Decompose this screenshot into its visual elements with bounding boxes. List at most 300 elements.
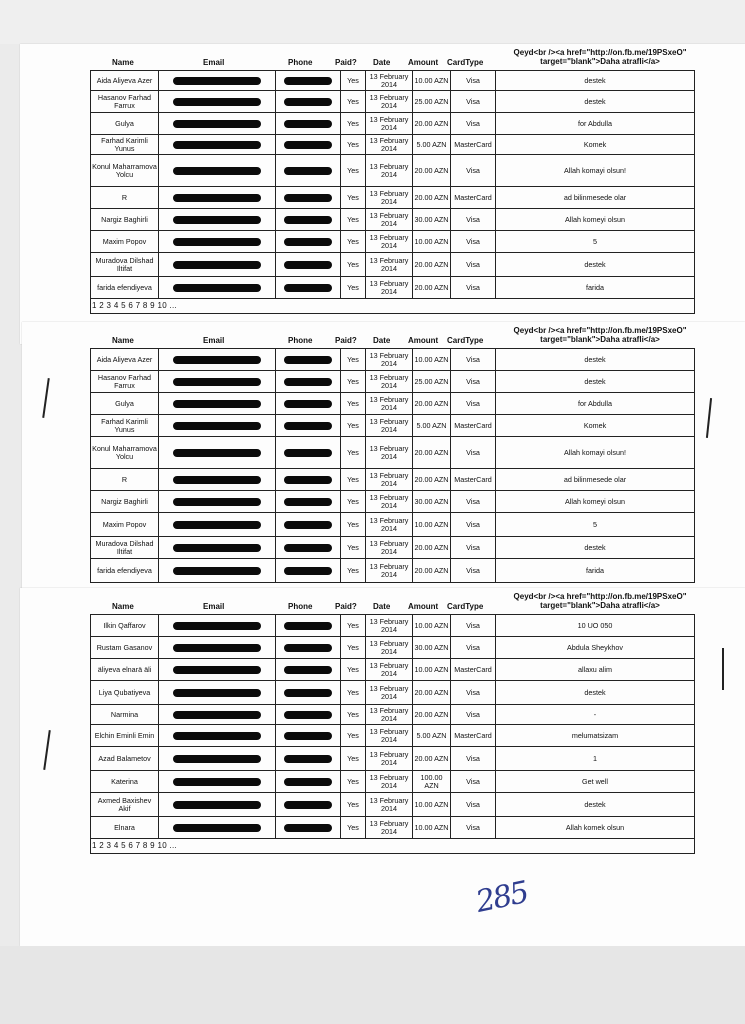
donations-table: [90, 70, 695, 314]
cell-card: Visa: [451, 771, 496, 793]
cell-email-redacted: [159, 155, 276, 187]
redaction-bar: [173, 498, 261, 506]
redaction-bar: [173, 567, 261, 575]
redaction-bar: [173, 194, 261, 202]
cell-paid: Yes: [341, 725, 366, 747]
redaction-bar: [173, 167, 261, 175]
redaction-bar: [173, 400, 261, 408]
cell-name: Muradova Dilshad Iltifat: [91, 537, 159, 559]
redaction-bar: [173, 238, 261, 246]
table-row: [91, 437, 695, 469]
cell-name: Maxim Popov: [91, 513, 159, 537]
cell-email-redacted: [159, 559, 276, 583]
redaction-bar: [284, 378, 332, 386]
cell-card: Visa: [451, 437, 496, 469]
redaction-bar: [173, 120, 261, 128]
cell-email-redacted: [159, 91, 276, 113]
cell-note: Abdula Sheykhov: [496, 637, 695, 659]
cell-amount: 10.00 AZN: [413, 231, 451, 253]
cell-note: allaxu alim: [496, 659, 695, 681]
cell-amount: 20.00 AZN: [413, 187, 451, 209]
cell-name: Aida Aliyeva Azer: [91, 349, 159, 371]
cell-amount: 20.00 AZN: [413, 537, 451, 559]
cell-phone-redacted: [276, 113, 341, 135]
cell-card: Visa: [451, 371, 496, 393]
table-row: [91, 277, 695, 299]
cell-phone-redacted: [276, 681, 341, 705]
cell-date: 13 February 2014: [366, 637, 413, 659]
cell-amount: 10.00 AZN: [413, 513, 451, 537]
cell-name: Gulya: [91, 113, 159, 135]
cell-amount: 20.00 AZN: [413, 559, 451, 583]
cell-email-redacted: [159, 437, 276, 469]
redaction-bar: [284, 644, 332, 652]
cell-phone-redacted: [276, 771, 341, 793]
cell-paid: Yes: [341, 637, 366, 659]
cell-note: -: [496, 705, 695, 725]
table-row: [91, 725, 695, 747]
cell-paid: Yes: [341, 705, 366, 725]
cell-card: Visa: [451, 349, 496, 371]
cell-note: melumatsizam: [496, 725, 695, 747]
cell-name: Maxim Popov: [91, 231, 159, 253]
cell-card: Visa: [451, 513, 496, 537]
cell-date: 13 February 2014: [366, 349, 413, 371]
cell-name: Konul Maharramova Yolcu: [91, 437, 159, 469]
column-header-note: Qeyd<br /><a href="http://on.fb.me/19PSxeO" target="blank">Daha atrafli</a>: [513, 326, 687, 344]
cell-card: Visa: [451, 155, 496, 187]
cell-date: 13 February 2014: [366, 231, 413, 253]
redaction-bar: [284, 261, 332, 269]
cell-date: 13 February 2014: [366, 559, 413, 583]
cell-amount: 5.00 AZN: [413, 135, 451, 155]
cell-note: ad bilinmesede olar: [496, 469, 695, 491]
cell-email-redacted: [159, 681, 276, 705]
cell-date: 13 February 2014: [366, 491, 413, 513]
table-row: [91, 681, 695, 705]
redaction-bar: [284, 666, 332, 674]
cell-email-redacted: [159, 771, 276, 793]
cell-name: Nargiz Baghirli: [91, 209, 159, 231]
cell-phone-redacted: [276, 793, 341, 817]
cell-card: Visa: [451, 817, 496, 839]
cell-email-redacted: [159, 469, 276, 491]
cell-paid: Yes: [341, 349, 366, 371]
cell-card: MasterCard: [451, 659, 496, 681]
table-row: [91, 231, 695, 253]
cell-email-redacted: [159, 371, 276, 393]
cell-phone-redacted: [276, 747, 341, 771]
donations-table: [90, 614, 695, 854]
cell-email-redacted: [159, 615, 276, 637]
redaction-bar: [284, 98, 332, 106]
cell-name: Elchin Eminli Emin: [91, 725, 159, 747]
column-header-card-type: CardType: [447, 58, 484, 67]
cell-note: destek: [496, 71, 695, 91]
cell-date: 13 February 2014: [366, 393, 413, 415]
cell-phone-redacted: [276, 155, 341, 187]
cell-phone-redacted: [276, 231, 341, 253]
cell-paid: Yes: [341, 209, 366, 231]
cell-paid: Yes: [341, 231, 366, 253]
cell-phone-redacted: [276, 209, 341, 231]
cell-phone-redacted: [276, 559, 341, 583]
pagination-links[interactable]: 1 2 3 4 5 6 7 8 9 10 ...: [92, 301, 178, 310]
cell-paid: Yes: [341, 537, 366, 559]
cell-amount: 20.00 AZN: [413, 705, 451, 725]
column-header-paid: Paid?: [335, 336, 357, 345]
cell-date: 13 February 2014: [366, 113, 413, 135]
redaction-bar: [173, 644, 261, 652]
cell-email-redacted: [159, 747, 276, 771]
redaction-bar: [173, 711, 261, 719]
table-header: [90, 592, 710, 614]
cell-card: Visa: [451, 113, 496, 135]
cell-name: R: [91, 187, 159, 209]
cell-email-redacted: [159, 187, 276, 209]
cell-note: 5: [496, 231, 695, 253]
cell-date: 13 February 2014: [366, 155, 413, 187]
column-header-amount: Amount: [408, 602, 439, 611]
redaction-bar: [284, 732, 332, 740]
redaction-bar: [173, 449, 261, 457]
scan-margin-top: [0, 0, 745, 44]
cell-paid: Yes: [341, 253, 366, 277]
redaction-bar: [173, 98, 261, 106]
cell-name: Farhad Karimli Yunus: [91, 135, 159, 155]
cell-name: R: [91, 469, 159, 491]
cell-amount: 10.00 AZN: [413, 659, 451, 681]
cell-amount: 20.00 AZN: [413, 747, 451, 771]
redaction-bar: [284, 544, 332, 552]
cell-date: 13 February 2014: [366, 513, 413, 537]
cell-note: Allah komek olsun: [496, 817, 695, 839]
cell-date: 13 February 2014: [366, 469, 413, 491]
cell-phone-redacted: [276, 393, 341, 415]
pagination-links[interactable]: 1 2 3 4 5 6 7 8 9 10 ...: [92, 841, 178, 850]
cell-card: Visa: [451, 615, 496, 637]
cell-phone-redacted: [276, 705, 341, 725]
cell-amount: 20.00 AZN: [413, 253, 451, 277]
redaction-bar: [284, 356, 332, 364]
cell-paid: Yes: [341, 771, 366, 793]
cell-note: Allah komayi olsun!: [496, 437, 695, 469]
cell-amount: 20.00 AZN: [413, 469, 451, 491]
redaction-bar: [284, 521, 332, 529]
cell-email-redacted: [159, 513, 276, 537]
cell-note: 10 UO 050: [496, 615, 695, 637]
table-row: [91, 559, 695, 583]
table-row: [91, 513, 695, 537]
cell-paid: Yes: [341, 393, 366, 415]
table-row: [91, 817, 695, 839]
cell-name: Rustam Gasanov: [91, 637, 159, 659]
pen-mark: [722, 648, 724, 690]
cell-phone-redacted: [276, 637, 341, 659]
cell-email-redacted: [159, 415, 276, 437]
table-header: [90, 326, 710, 348]
cell-phone-redacted: [276, 187, 341, 209]
cell-date: 13 February 2014: [366, 209, 413, 231]
cell-date: 13 February 2014: [366, 747, 413, 771]
cell-name: Azad Balametov: [91, 747, 159, 771]
cell-note: 1: [496, 747, 695, 771]
table-row: [91, 469, 695, 491]
table-row: [91, 793, 695, 817]
cell-date: 13 February 2014: [366, 135, 413, 155]
cell-paid: Yes: [341, 615, 366, 637]
table-row: [91, 155, 695, 187]
column-header-note: Qeyd<br /><a href="http://on.fb.me/19PSxeO" target="blank">Daha atrafli</a>: [513, 48, 687, 66]
cell-amount: 30.00 AZN: [413, 209, 451, 231]
cell-paid: Yes: [341, 659, 366, 681]
column-header-amount: Amount: [408, 336, 439, 345]
cell-paid: Yes: [341, 113, 366, 135]
cell-phone-redacted: [276, 91, 341, 113]
cell-note: ad bilinmesede olar: [496, 187, 695, 209]
cell-card: MasterCard: [451, 725, 496, 747]
table-row: [91, 537, 695, 559]
table-row: [91, 371, 695, 393]
redaction-bar: [173, 216, 261, 224]
cell-amount: 25.00 AZN: [413, 371, 451, 393]
cell-amount: 10.00 AZN: [413, 615, 451, 637]
table-row: [91, 705, 695, 725]
table-row: [91, 253, 695, 277]
redaction-bar: [284, 622, 332, 630]
cell-note: destek: [496, 537, 695, 559]
cell-paid: Yes: [341, 277, 366, 299]
cell-date: 13 February 2014: [366, 793, 413, 817]
cell-note: destek: [496, 371, 695, 393]
cell-phone-redacted: [276, 349, 341, 371]
cell-name: Narmina: [91, 705, 159, 725]
cell-paid: Yes: [341, 793, 366, 817]
redaction-bar: [173, 689, 261, 697]
cell-paid: Yes: [341, 747, 366, 771]
cell-phone-redacted: [276, 469, 341, 491]
scan-margin-bottom: [0, 946, 745, 1024]
redaction-bar: [173, 666, 261, 674]
redaction-bar: [173, 284, 261, 292]
cell-card: MasterCard: [451, 469, 496, 491]
cell-amount: 20.00 AZN: [413, 113, 451, 135]
cell-paid: Yes: [341, 187, 366, 209]
redaction-bar: [284, 422, 332, 430]
pagination-cell: [91, 299, 695, 314]
cell-email-redacted: [159, 817, 276, 839]
redaction-bar: [284, 238, 332, 246]
cell-name: farida efendiyeva: [91, 277, 159, 299]
cell-phone-redacted: [276, 371, 341, 393]
cell-date: 13 February 2014: [366, 437, 413, 469]
column-header-paid: Paid?: [335, 58, 357, 67]
redaction-bar: [173, 141, 261, 149]
cell-amount: 20.00 AZN: [413, 681, 451, 705]
table-row: [91, 349, 695, 371]
redaction-bar: [284, 824, 332, 832]
cell-note: destek: [496, 349, 695, 371]
redaction-bar: [284, 77, 332, 85]
redaction-bar: [284, 711, 332, 719]
column-header-card-type: CardType: [447, 336, 484, 345]
column-header-date: Date: [373, 336, 391, 345]
column-header-email: Email: [203, 336, 225, 345]
redaction-bar: [173, 755, 261, 763]
redaction-bar: [173, 801, 261, 809]
cell-date: 13 February 2014: [366, 277, 413, 299]
cell-amount: 10.00 AZN: [413, 71, 451, 91]
cell-amount: 20.00 AZN: [413, 393, 451, 415]
redaction-bar: [173, 261, 261, 269]
cell-note: Komek: [496, 135, 695, 155]
cell-date: 13 February 2014: [366, 187, 413, 209]
cell-paid: Yes: [341, 559, 366, 583]
redaction-bar: [284, 801, 332, 809]
cell-email-redacted: [159, 231, 276, 253]
redaction-bar: [284, 216, 332, 224]
table-row: [91, 771, 695, 793]
cell-paid: Yes: [341, 437, 366, 469]
table-row: [91, 393, 695, 415]
redaction-bar: [284, 141, 332, 149]
table-row: [91, 615, 695, 637]
redaction-bar: [284, 498, 332, 506]
redaction-bar: [173, 544, 261, 552]
cell-email-redacted: [159, 659, 276, 681]
cell-date: 13 February 2014: [366, 681, 413, 705]
column-header-card-type: CardType: [447, 602, 484, 611]
cell-card: Visa: [451, 793, 496, 817]
cell-email-redacted: [159, 705, 276, 725]
cell-amount: 30.00 AZN: [413, 637, 451, 659]
cell-card: Visa: [451, 253, 496, 277]
redaction-bar: [173, 356, 261, 364]
cell-phone-redacted: [276, 615, 341, 637]
cell-card: Visa: [451, 705, 496, 725]
cell-note: farida: [496, 559, 695, 583]
redaction-bar: [173, 521, 261, 529]
cell-amount: 20.00 AZN: [413, 277, 451, 299]
cell-date: 13 February 2014: [366, 771, 413, 793]
redaction-bar: [173, 778, 261, 786]
cell-name: Aida Aliyeva Azer: [91, 71, 159, 91]
cell-paid: Yes: [341, 415, 366, 437]
cell-amount: 10.00 AZN: [413, 817, 451, 839]
cell-note: farida: [496, 277, 695, 299]
table-row: [91, 135, 695, 155]
column-header-amount: Amount: [408, 58, 439, 67]
table-row: [91, 637, 695, 659]
table-row: [91, 209, 695, 231]
column-header-date: Date: [373, 602, 391, 611]
cell-paid: Yes: [341, 491, 366, 513]
cell-name: Elnara: [91, 817, 159, 839]
cell-email-redacted: [159, 537, 276, 559]
column-header-paid: Paid?: [335, 602, 357, 611]
cell-email-redacted: [159, 637, 276, 659]
cell-name: äliyeva elnarä äli: [91, 659, 159, 681]
cell-paid: Yes: [341, 135, 366, 155]
pagination-row: [91, 299, 695, 314]
cell-date: 13 February 2014: [366, 615, 413, 637]
table-header: [90, 48, 710, 70]
cell-amount: 30.00 AZN: [413, 491, 451, 513]
cell-date: 13 February 2014: [366, 537, 413, 559]
cell-amount: 20.00 AZN: [413, 155, 451, 187]
redaction-bar: [173, 422, 261, 430]
handwritten-page-number: 285: [472, 875, 531, 920]
cell-note: destek: [496, 681, 695, 705]
cell-email-redacted: [159, 135, 276, 155]
cell-phone-redacted: [276, 659, 341, 681]
column-header-date: Date: [373, 58, 391, 67]
redaction-bar: [284, 567, 332, 575]
cell-date: 13 February 2014: [366, 725, 413, 747]
cell-paid: Yes: [341, 71, 366, 91]
redaction-bar: [284, 689, 332, 697]
column-header-note: Qeyd<br /><a href="http://on.fb.me/19PSxeO" target="blank">Daha atrafli</a>: [513, 592, 687, 610]
cell-note: destek: [496, 253, 695, 277]
cell-date: 13 February 2014: [366, 659, 413, 681]
column-header-phone: Phone: [288, 602, 313, 611]
table-row: [91, 113, 695, 135]
cell-email-redacted: [159, 725, 276, 747]
cell-phone-redacted: [276, 135, 341, 155]
cell-name: Gulya: [91, 393, 159, 415]
cell-card: Visa: [451, 681, 496, 705]
table-row: [91, 415, 695, 437]
cell-note: Allah komeyi olsun: [496, 209, 695, 231]
cell-name: Katerina: [91, 771, 159, 793]
cell-date: 13 February 2014: [366, 71, 413, 91]
cell-amount: 25.00 AZN: [413, 91, 451, 113]
cell-date: 13 February 2014: [366, 253, 413, 277]
redaction-bar: [284, 778, 332, 786]
cell-date: 13 February 2014: [366, 91, 413, 113]
cell-paid: Yes: [341, 817, 366, 839]
cell-card: Visa: [451, 71, 496, 91]
cell-phone-redacted: [276, 437, 341, 469]
cell-card: MasterCard: [451, 187, 496, 209]
cell-email-redacted: [159, 253, 276, 277]
cell-card: Visa: [451, 491, 496, 513]
cell-date: 13 February 2014: [366, 371, 413, 393]
redaction-bar: [284, 449, 332, 457]
cell-date: 13 February 2014: [366, 817, 413, 839]
cell-note: Allah komayi olsun!: [496, 155, 695, 187]
cell-email-redacted: [159, 71, 276, 91]
pagination-row: [91, 839, 695, 854]
cell-note: destek: [496, 91, 695, 113]
column-header-phone: Phone: [288, 58, 313, 67]
cell-paid: Yes: [341, 469, 366, 491]
cell-note: destek: [496, 793, 695, 817]
table-row: [91, 91, 695, 113]
cell-note: Allah komeyi olsun: [496, 491, 695, 513]
cell-name: Konul Maharramova Yolcu: [91, 155, 159, 187]
cell-email-redacted: [159, 393, 276, 415]
cell-card: Visa: [451, 277, 496, 299]
cell-date: 13 February 2014: [366, 705, 413, 725]
cell-name: Axmed Baxishev Akif: [91, 793, 159, 817]
cell-paid: Yes: [341, 513, 366, 537]
redaction-bar: [284, 476, 332, 484]
cell-amount: 5.00 AZN: [413, 725, 451, 747]
column-header-email: Email: [203, 58, 225, 67]
cell-amount: 5.00 AZN: [413, 415, 451, 437]
cell-paid: Yes: [341, 155, 366, 187]
